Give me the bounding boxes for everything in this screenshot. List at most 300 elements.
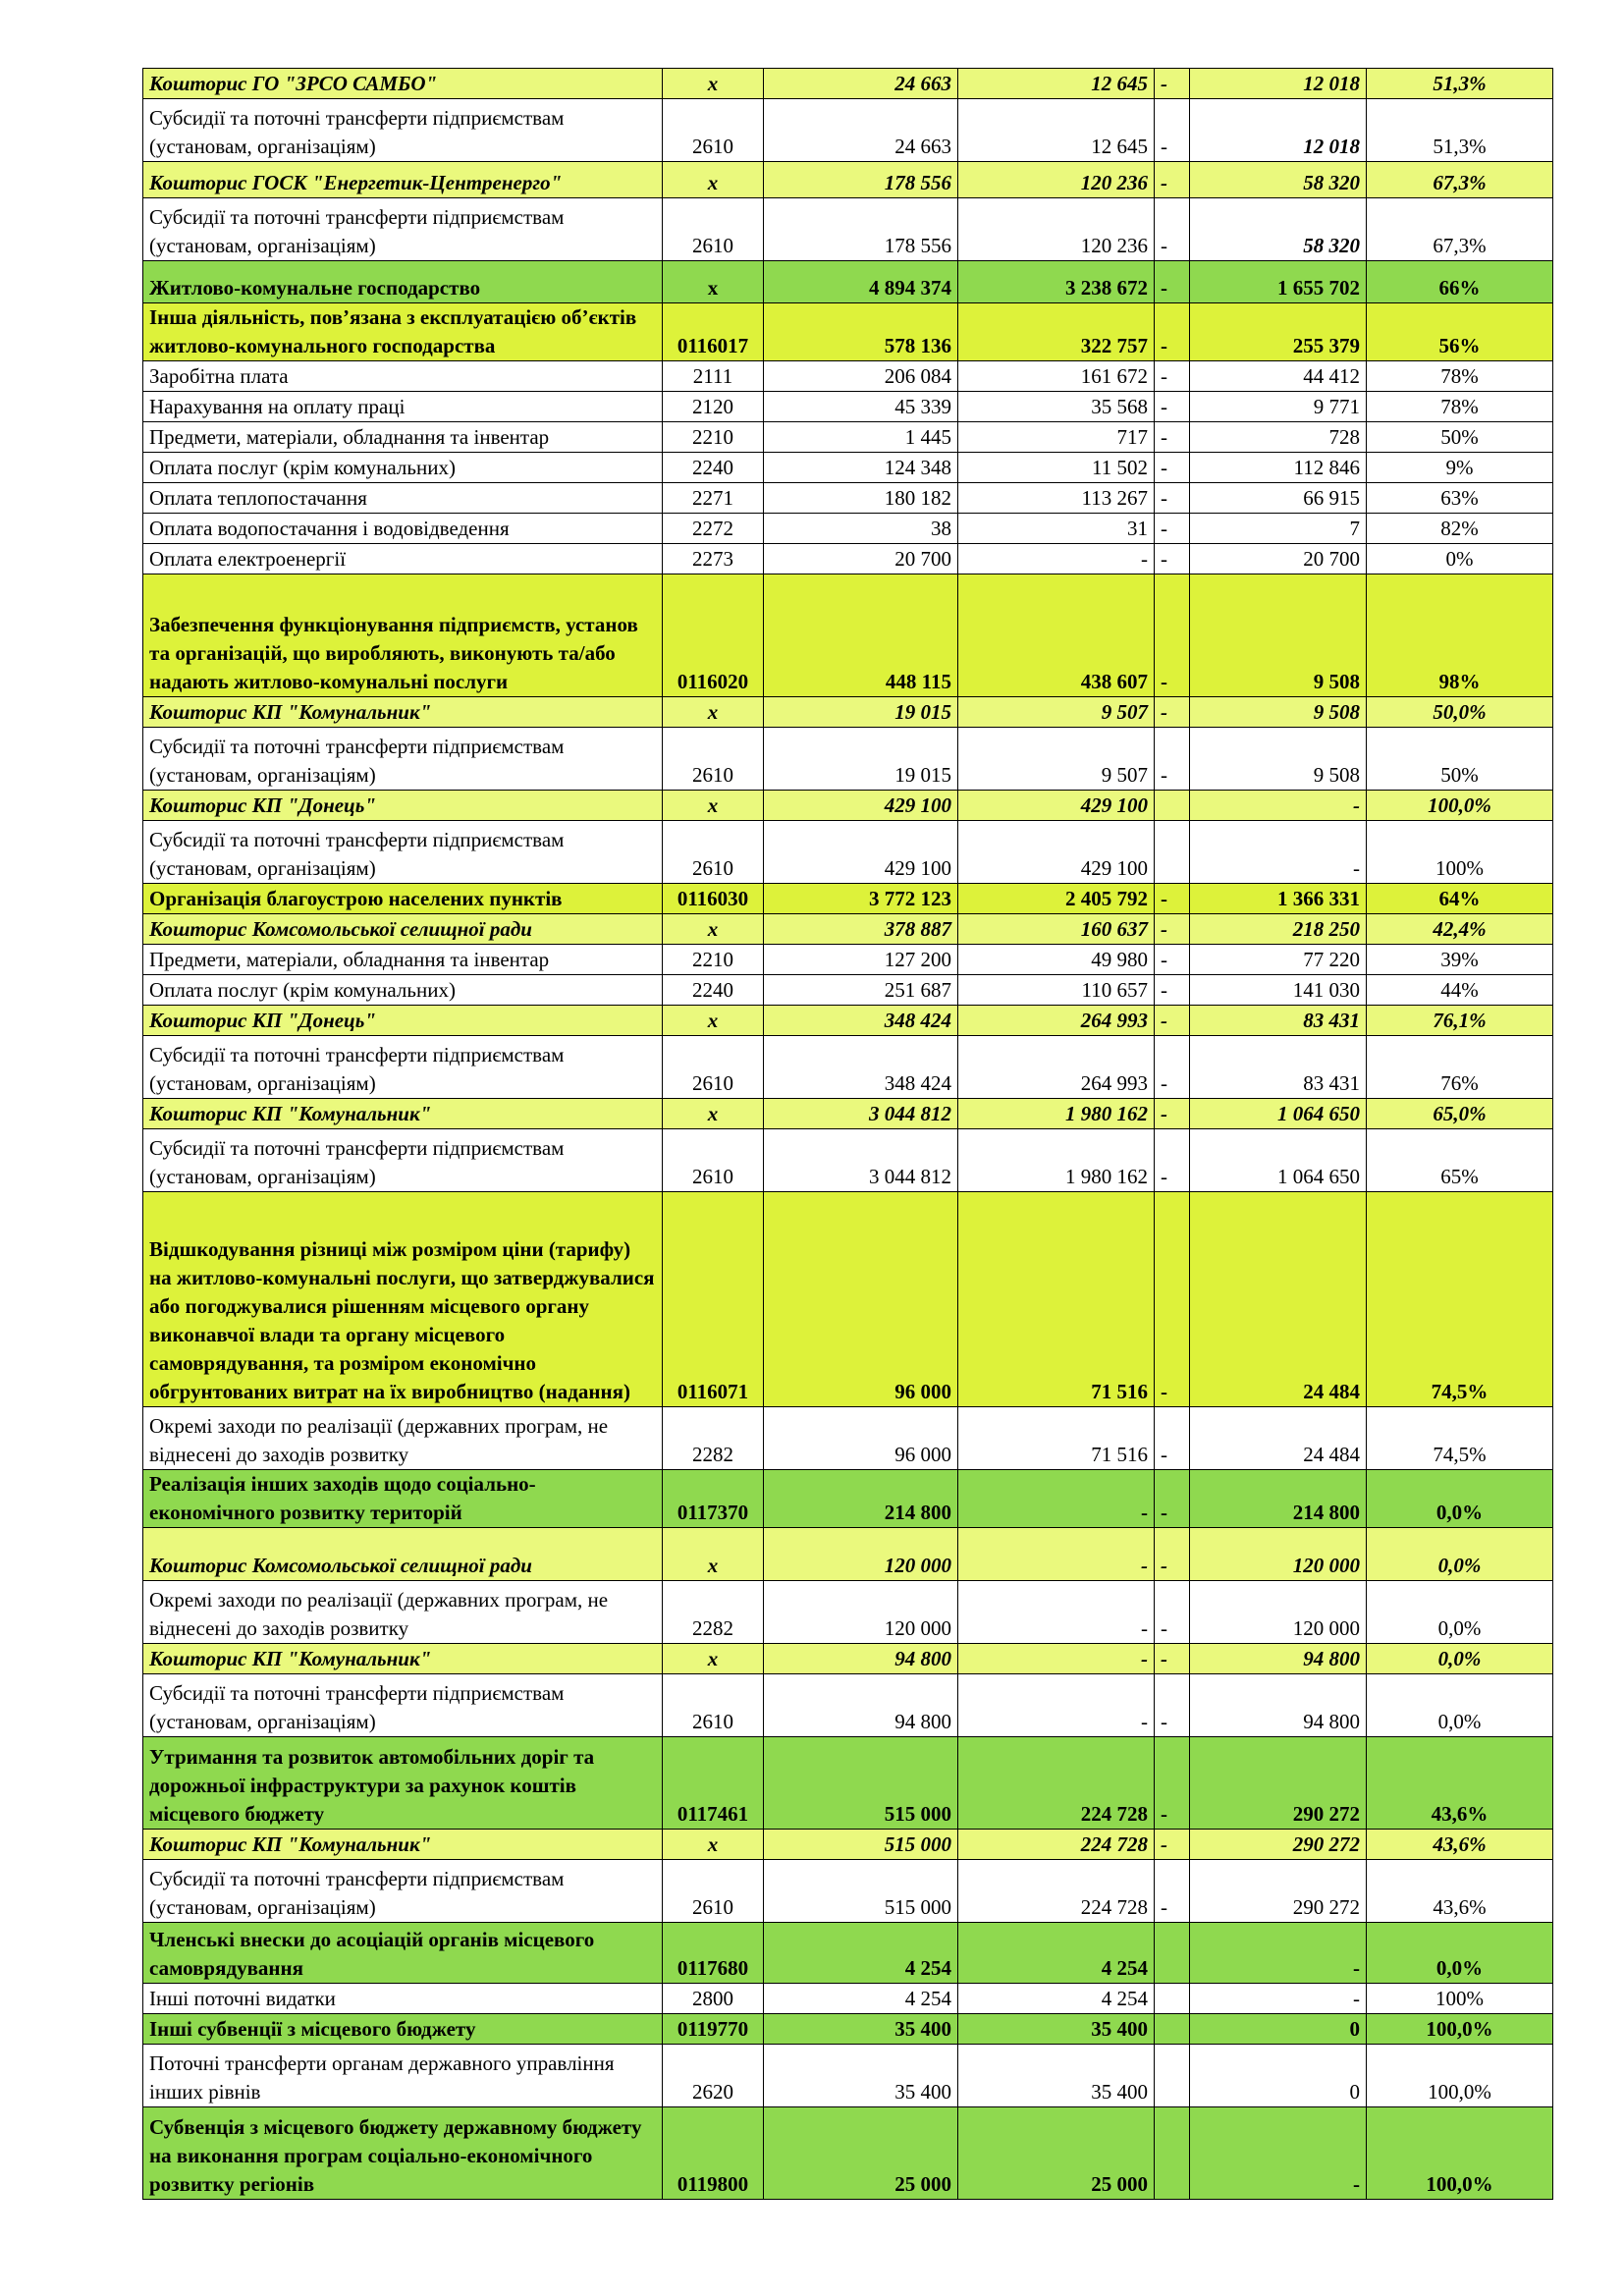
expense-name-cell: Інші субвенції з місцевого бюджету (143, 2014, 663, 2045)
percent-cell: 0,0% (1367, 1528, 1553, 1581)
fact-cell: 49 980 (958, 945, 1155, 975)
percent-cell: 42,4% (1367, 914, 1553, 945)
plan-cell: 378 887 (764, 914, 958, 945)
table-row (143, 791, 1553, 821)
dash-cell: - (1155, 975, 1190, 1006)
difference-cell: 83 431 (1190, 1006, 1367, 1036)
dash-cell: - (1155, 453, 1190, 483)
percent-cell: 56% (1367, 303, 1553, 361)
difference-cell: 0 (1190, 2014, 1367, 2045)
dash-cell (1155, 791, 1190, 821)
plan-cell: 24 663 (764, 99, 958, 162)
plan-cell: 120 000 (764, 1528, 958, 1581)
plan-cell: 19 015 (764, 728, 958, 791)
difference-cell: 24 484 (1190, 1407, 1367, 1470)
code-cell: 2282 (663, 1407, 764, 1470)
percent-cell: 78% (1367, 361, 1553, 392)
dash-cell: - (1155, 303, 1190, 361)
dash-cell: - (1155, 422, 1190, 453)
expense-name-cell: Кошторис КП "Донець" (143, 1006, 663, 1036)
dash-cell: - (1155, 728, 1190, 791)
dash-cell: - (1155, 1470, 1190, 1528)
code-cell: 2610 (663, 198, 764, 261)
dash-cell: - (1155, 361, 1190, 392)
percent-cell: 0,0% (1367, 1644, 1553, 1674)
expense-name-cell: Оплата електроенергії (143, 544, 663, 574)
code-cell: х (663, 1528, 764, 1581)
table-row (143, 162, 1553, 198)
difference-cell: 112 846 (1190, 453, 1367, 483)
fact-cell: 438 607 (958, 574, 1155, 697)
percent-cell: 43,6% (1367, 1737, 1553, 1830)
dash-cell: - (1155, 544, 1190, 574)
table-row (143, 2045, 1553, 2107)
dash-cell: - (1155, 261, 1190, 303)
fact-cell: - (958, 544, 1155, 574)
expense-name-cell: Субвенція з місцевого бюджету державному бюджету на виконання програм соціально-економічного розвитку регіонів (143, 2107, 663, 2200)
fact-cell: - (958, 1674, 1155, 1737)
percent-cell: 65% (1367, 1129, 1553, 1192)
fact-cell: 12 645 (958, 99, 1155, 162)
dash-cell (1155, 2014, 1190, 2045)
plan-cell: 94 800 (764, 1674, 958, 1737)
percent-cell: 50% (1367, 422, 1553, 453)
dash-cell: - (1155, 914, 1190, 945)
expense-name-cell: Оплата водопостачання і водовідведення (143, 514, 663, 544)
difference-cell: 58 320 (1190, 198, 1367, 261)
table-row (143, 1674, 1553, 1737)
code-cell: 2610 (663, 99, 764, 162)
table-row (143, 1581, 1553, 1644)
plan-cell: 178 556 (764, 162, 958, 198)
table-row (143, 728, 1553, 791)
table-row (143, 914, 1553, 945)
fact-cell: 224 728 (958, 1737, 1155, 1830)
plan-cell: 429 100 (764, 791, 958, 821)
plan-cell: 180 182 (764, 483, 958, 514)
percent-cell: 74,5% (1367, 1192, 1553, 1407)
expense-name-cell: Окремі заходи по реалізації (державних програм, не віднесені до заходів розвитку (143, 1407, 663, 1470)
dash-cell: - (1155, 1737, 1190, 1830)
percent-cell: 100,0% (1367, 2107, 1553, 2200)
fact-cell: 160 637 (958, 914, 1155, 945)
fact-cell: 11 502 (958, 453, 1155, 483)
dash-cell: - (1155, 697, 1190, 728)
code-cell: х (663, 791, 764, 821)
table-row (143, 1036, 1553, 1099)
budget-table (142, 68, 1553, 2200)
code-cell: 2271 (663, 483, 764, 514)
table-row (143, 483, 1553, 514)
table-row (143, 1737, 1553, 1830)
code-cell: 2610 (663, 1129, 764, 1192)
expense-name-cell: Інші поточні видатки (143, 1984, 663, 2014)
table-row (143, 1644, 1553, 1674)
percent-cell: 64% (1367, 884, 1553, 914)
expense-name-cell: Кошторис КП "Комунальник" (143, 1830, 663, 1860)
code-cell: 2610 (663, 1674, 764, 1737)
fact-cell: 264 993 (958, 1036, 1155, 1099)
table-row (143, 1099, 1553, 1129)
difference-cell: 20 700 (1190, 544, 1367, 574)
dash-cell: - (1155, 99, 1190, 162)
code-cell: 2272 (663, 514, 764, 544)
percent-cell: 9% (1367, 453, 1553, 483)
difference-cell: - (1190, 2107, 1367, 2200)
percent-cell: 100,0% (1367, 2014, 1553, 2045)
plan-cell: 348 424 (764, 1006, 958, 1036)
code-cell: 2610 (663, 1860, 764, 1923)
fact-cell: 35 568 (958, 392, 1155, 422)
dash-cell: - (1155, 162, 1190, 198)
dash-cell: - (1155, 1860, 1190, 1923)
expense-name-cell: Кошторис КП "Комунальник" (143, 1099, 663, 1129)
plan-cell: 4 254 (764, 1984, 958, 2014)
table-row (143, 1528, 1553, 1581)
difference-cell: 58 320 (1190, 162, 1367, 198)
fact-cell: 110 657 (958, 975, 1155, 1006)
percent-cell: 51,3% (1367, 99, 1553, 162)
code-cell: 0117370 (663, 1470, 764, 1528)
dash-cell: - (1155, 1581, 1190, 1644)
dash-cell: - (1155, 198, 1190, 261)
expense-name-cell: Організація благоустрою населених пунктів (143, 884, 663, 914)
table-row (143, 1006, 1553, 1036)
difference-cell: 9 771 (1190, 392, 1367, 422)
expense-name-cell: Субсидії та поточні трансферти підприємствам (установам, організаціям) (143, 99, 663, 162)
plan-cell: 206 084 (764, 361, 958, 392)
fact-cell: 4 254 (958, 1923, 1155, 1984)
plan-cell: 214 800 (764, 1470, 958, 1528)
code-cell: х (663, 162, 764, 198)
table-row (143, 1407, 1553, 1470)
fact-cell: 2 405 792 (958, 884, 1155, 914)
fact-cell: 120 236 (958, 162, 1155, 198)
dash-cell (1155, 1923, 1190, 1984)
fact-cell: 224 728 (958, 1830, 1155, 1860)
percent-cell: 39% (1367, 945, 1553, 975)
fact-cell: 717 (958, 422, 1155, 453)
plan-cell: 3 772 123 (764, 884, 958, 914)
code-cell: 2282 (663, 1581, 764, 1644)
table-row (143, 1830, 1553, 1860)
expense-name-cell: Кошторис ГО "ЗРСО САМБО" (143, 69, 663, 99)
code-cell: 0116017 (663, 303, 764, 361)
percent-cell: 0,0% (1367, 1923, 1553, 1984)
plan-cell: 348 424 (764, 1036, 958, 1099)
percent-cell: 0,0% (1367, 1674, 1553, 1737)
dash-cell: - (1155, 1407, 1190, 1470)
dash-cell: - (1155, 1830, 1190, 1860)
difference-cell: - (1190, 791, 1367, 821)
percent-cell: 76,1% (1367, 1006, 1553, 1036)
percent-cell: 100,0% (1367, 2045, 1553, 2107)
table-row (143, 69, 1553, 99)
expense-name-cell: Субсидії та поточні трансферти підприємствам (установам, організаціям) (143, 1674, 663, 1737)
plan-cell: 94 800 (764, 1644, 958, 1674)
difference-cell: 94 800 (1190, 1644, 1367, 1674)
table-row (143, 361, 1553, 392)
code-cell: х (663, 1099, 764, 1129)
table-body (143, 69, 1553, 2200)
code-cell: 2610 (663, 1036, 764, 1099)
difference-cell: 9 508 (1190, 697, 1367, 728)
plan-cell: 127 200 (764, 945, 958, 975)
dash-cell: - (1155, 884, 1190, 914)
plan-cell: 124 348 (764, 453, 958, 483)
difference-cell: 1 366 331 (1190, 884, 1367, 914)
fact-cell: 120 236 (958, 198, 1155, 261)
fact-cell: - (958, 1581, 1155, 1644)
expense-name-cell: Заробітна плата (143, 361, 663, 392)
table-row (143, 198, 1553, 261)
difference-cell: 290 272 (1190, 1830, 1367, 1860)
code-cell: 0119770 (663, 2014, 764, 2045)
table-row (143, 574, 1553, 697)
code-cell: 0116071 (663, 1192, 764, 1407)
percent-cell: 100% (1367, 821, 1553, 884)
plan-cell: 96 000 (764, 1192, 958, 1407)
fact-cell: 71 516 (958, 1192, 1155, 1407)
plan-cell: 4 894 374 (764, 261, 958, 303)
dash-cell: - (1155, 1036, 1190, 1099)
percent-cell: 67,3% (1367, 162, 1553, 198)
plan-cell: 4 254 (764, 1923, 958, 1984)
code-cell: 0119800 (663, 2107, 764, 2200)
expense-name-cell: Нарахування на оплату праці (143, 392, 663, 422)
table-row (143, 2014, 1553, 2045)
plan-cell: 3 044 812 (764, 1129, 958, 1192)
difference-cell: - (1190, 821, 1367, 884)
code-cell: 2210 (663, 422, 764, 453)
difference-cell: 83 431 (1190, 1036, 1367, 1099)
difference-cell: 218 250 (1190, 914, 1367, 945)
percent-cell: 0,0% (1367, 1581, 1553, 1644)
table-row (143, 1470, 1553, 1528)
dash-cell: - (1155, 1099, 1190, 1129)
plan-cell: 429 100 (764, 821, 958, 884)
table-row (143, 514, 1553, 544)
percent-cell: 63% (1367, 483, 1553, 514)
code-cell: х (663, 1006, 764, 1036)
code-cell: 2610 (663, 821, 764, 884)
difference-cell: - (1190, 1984, 1367, 2014)
percent-cell: 51,3% (1367, 69, 1553, 99)
table-row (143, 884, 1553, 914)
table-row (143, 945, 1553, 975)
dash-cell: - (1155, 1192, 1190, 1407)
difference-cell: 9 508 (1190, 574, 1367, 697)
percent-cell: 43,6% (1367, 1860, 1553, 1923)
plan-cell: 515 000 (764, 1830, 958, 1860)
dash-cell (1155, 2045, 1190, 2107)
expense-name-cell: Утримання та розвиток автомобільних доріг та дорожньої інфраструктури за рахунок коштів місцевого бюджету (143, 1737, 663, 1830)
fact-cell: 1 980 162 (958, 1099, 1155, 1129)
difference-cell: 24 484 (1190, 1192, 1367, 1407)
expense-name-cell: Субсидії та поточні трансферти підприємствам (установам, організаціям) (143, 728, 663, 791)
dash-cell: - (1155, 69, 1190, 99)
percent-cell: 65,0% (1367, 1099, 1553, 1129)
difference-cell: 0 (1190, 2045, 1367, 2107)
fact-cell: - (958, 1644, 1155, 1674)
dash-cell (1155, 821, 1190, 884)
table-row (143, 975, 1553, 1006)
difference-cell: 94 800 (1190, 1674, 1367, 1737)
code-cell: 0117461 (663, 1737, 764, 1830)
percent-cell: 66% (1367, 261, 1553, 303)
plan-cell: 19 015 (764, 697, 958, 728)
fact-cell: 25 000 (958, 2107, 1155, 2200)
expense-name-cell: Відшкодування різниці між розміром ціни (тарифу) на житлово-комунальні послуги, що затверджувалися або погоджувалися рішенням місцевого органу виконавчої влади та органу місцевого самоврядування, та розміром економічно обгрунтованих витрат на їх виробництво (надання) (143, 1192, 663, 1407)
plan-cell: 1 445 (764, 422, 958, 453)
expense-name-cell: Кошторис КП "Комунальник" (143, 1644, 663, 1674)
code-cell: х (663, 1830, 764, 1860)
plan-cell: 96 000 (764, 1407, 958, 1470)
expense-name-cell: Оплата теплопостачання (143, 483, 663, 514)
code-cell: 0116020 (663, 574, 764, 697)
fact-cell: - (958, 1528, 1155, 1581)
code-cell: х (663, 697, 764, 728)
difference-cell: 120 000 (1190, 1581, 1367, 1644)
dash-cell: - (1155, 1674, 1190, 1737)
dash-cell: - (1155, 1006, 1190, 1036)
difference-cell: 290 272 (1190, 1860, 1367, 1923)
plan-cell: 38 (764, 514, 958, 544)
fact-cell: 1 980 162 (958, 1129, 1155, 1192)
dash-cell: - (1155, 514, 1190, 544)
table-row (143, 422, 1553, 453)
plan-cell: 120 000 (764, 1581, 958, 1644)
difference-cell: 12 018 (1190, 69, 1367, 99)
difference-cell: 728 (1190, 422, 1367, 453)
fact-cell: 224 728 (958, 1860, 1155, 1923)
expense-name-cell: Субсидії та поточні трансферти підприємствам (установам, організаціям) (143, 198, 663, 261)
code-cell: 2610 (663, 728, 764, 791)
difference-cell: 7 (1190, 514, 1367, 544)
difference-cell: - (1190, 1923, 1367, 1984)
difference-cell: 141 030 (1190, 975, 1367, 1006)
dash-cell: - (1155, 1129, 1190, 1192)
fact-cell: 9 507 (958, 728, 1155, 791)
fact-cell: 12 645 (958, 69, 1155, 99)
expense-name-cell: Забезпечення функціонування підприємств, установ та організацій, що виробляють, виконують та/або надають житлово-комунальні послуги (143, 574, 663, 697)
code-cell: 2620 (663, 2045, 764, 2107)
percent-cell: 44% (1367, 975, 1553, 1006)
expense-name-cell: Оплата послуг (крім комунальних) (143, 453, 663, 483)
plan-cell: 24 663 (764, 69, 958, 99)
expense-name-cell: Предмети, матеріали, обладнання та інвентар (143, 945, 663, 975)
code-cell: х (663, 1644, 764, 1674)
fact-cell: 9 507 (958, 697, 1155, 728)
difference-cell: 290 272 (1190, 1737, 1367, 1830)
expense-name-cell: Реалізація інших заходів щодо соціально-економічного розвитку територій (143, 1470, 663, 1528)
dash-cell: - (1155, 945, 1190, 975)
expense-name-cell: Житлово-комунальне господарство (143, 261, 663, 303)
table-row (143, 821, 1553, 884)
plan-cell: 3 044 812 (764, 1099, 958, 1129)
expense-name-cell: Кошторис КП "Комунальник" (143, 697, 663, 728)
expense-name-cell: Субсидії та поточні трансферти підприємствам (установам, організаціям) (143, 1860, 663, 1923)
percent-cell: 0% (1367, 544, 1553, 574)
fact-cell: 264 993 (958, 1006, 1155, 1036)
plan-cell: 35 400 (764, 2045, 958, 2107)
table-row (143, 453, 1553, 483)
difference-cell: 12 018 (1190, 99, 1367, 162)
dash-cell (1155, 2107, 1190, 2200)
plan-cell: 45 339 (764, 392, 958, 422)
percent-cell: 67,3% (1367, 198, 1553, 261)
fact-cell: - (958, 1470, 1155, 1528)
percent-cell: 43,6% (1367, 1830, 1553, 1860)
table-row (143, 1923, 1553, 1984)
code-cell: х (663, 261, 764, 303)
difference-cell: 44 412 (1190, 361, 1367, 392)
code-cell: 2240 (663, 975, 764, 1006)
expense-name-cell: Інша діяльність, пов’язана з експлуатацією об’єктів житлово-комунального господарства (143, 303, 663, 361)
percent-cell: 98% (1367, 574, 1553, 697)
plan-cell: 25 000 (764, 2107, 958, 2200)
fact-cell: 322 757 (958, 303, 1155, 361)
code-cell: х (663, 914, 764, 945)
dash-cell: - (1155, 574, 1190, 697)
code-cell: х (663, 69, 764, 99)
table-row (143, 303, 1553, 361)
percent-cell: 82% (1367, 514, 1553, 544)
dash-cell: - (1155, 1528, 1190, 1581)
dash-cell (1155, 1984, 1190, 2014)
code-cell: 0116030 (663, 884, 764, 914)
fact-cell: 4 254 (958, 1984, 1155, 2014)
difference-cell: 9 508 (1190, 728, 1367, 791)
percent-cell: 74,5% (1367, 1407, 1553, 1470)
expense-name-cell: Поточні трансферти органам державного управління інших рівнів (143, 2045, 663, 2107)
table-row (143, 392, 1553, 422)
table-row (143, 1192, 1553, 1407)
expense-name-cell: Кошторис Комсомольської селищної ради (143, 914, 663, 945)
expense-name-cell: Кошторис КП "Донець" (143, 791, 663, 821)
fact-cell: 113 267 (958, 483, 1155, 514)
difference-cell: 1 655 702 (1190, 261, 1367, 303)
expense-name-cell: Окремі заходи по реалізації (державних програм, не віднесені до заходів розвитку (143, 1581, 663, 1644)
table-row (143, 261, 1553, 303)
code-cell: 2210 (663, 945, 764, 975)
plan-cell: 178 556 (764, 198, 958, 261)
fact-cell: 3 238 672 (958, 261, 1155, 303)
fact-cell: 35 400 (958, 2014, 1155, 2045)
expense-name-cell: Оплата послуг (крім комунальних) (143, 975, 663, 1006)
expense-name-cell: Субсидії та поточні трансферти підприємствам (установам, організаціям) (143, 1129, 663, 1192)
dash-cell: - (1155, 483, 1190, 514)
fact-cell: 35 400 (958, 2045, 1155, 2107)
table-row (143, 99, 1553, 162)
difference-cell: 77 220 (1190, 945, 1367, 975)
difference-cell: 1 064 650 (1190, 1099, 1367, 1129)
plan-cell: 578 136 (764, 303, 958, 361)
difference-cell: 66 915 (1190, 483, 1367, 514)
difference-cell: 214 800 (1190, 1470, 1367, 1528)
expense-name-cell: Кошторис ГОСК "Енергетик-Центренерго" (143, 162, 663, 198)
plan-cell: 20 700 (764, 544, 958, 574)
expense-name-cell: Кошторис Комсомольської селищної ради (143, 1528, 663, 1581)
expense-name-cell: Предмети, матеріали, обладнання та інвентар (143, 422, 663, 453)
code-cell: 0117680 (663, 1923, 764, 1984)
plan-cell: 515 000 (764, 1860, 958, 1923)
expense-name-cell: Субсидії та поточні трансферти підприємствам (установам, організаціям) (143, 821, 663, 884)
code-cell: 2120 (663, 392, 764, 422)
table-row (143, 697, 1553, 728)
percent-cell: 50% (1367, 728, 1553, 791)
plan-cell: 448 115 (764, 574, 958, 697)
